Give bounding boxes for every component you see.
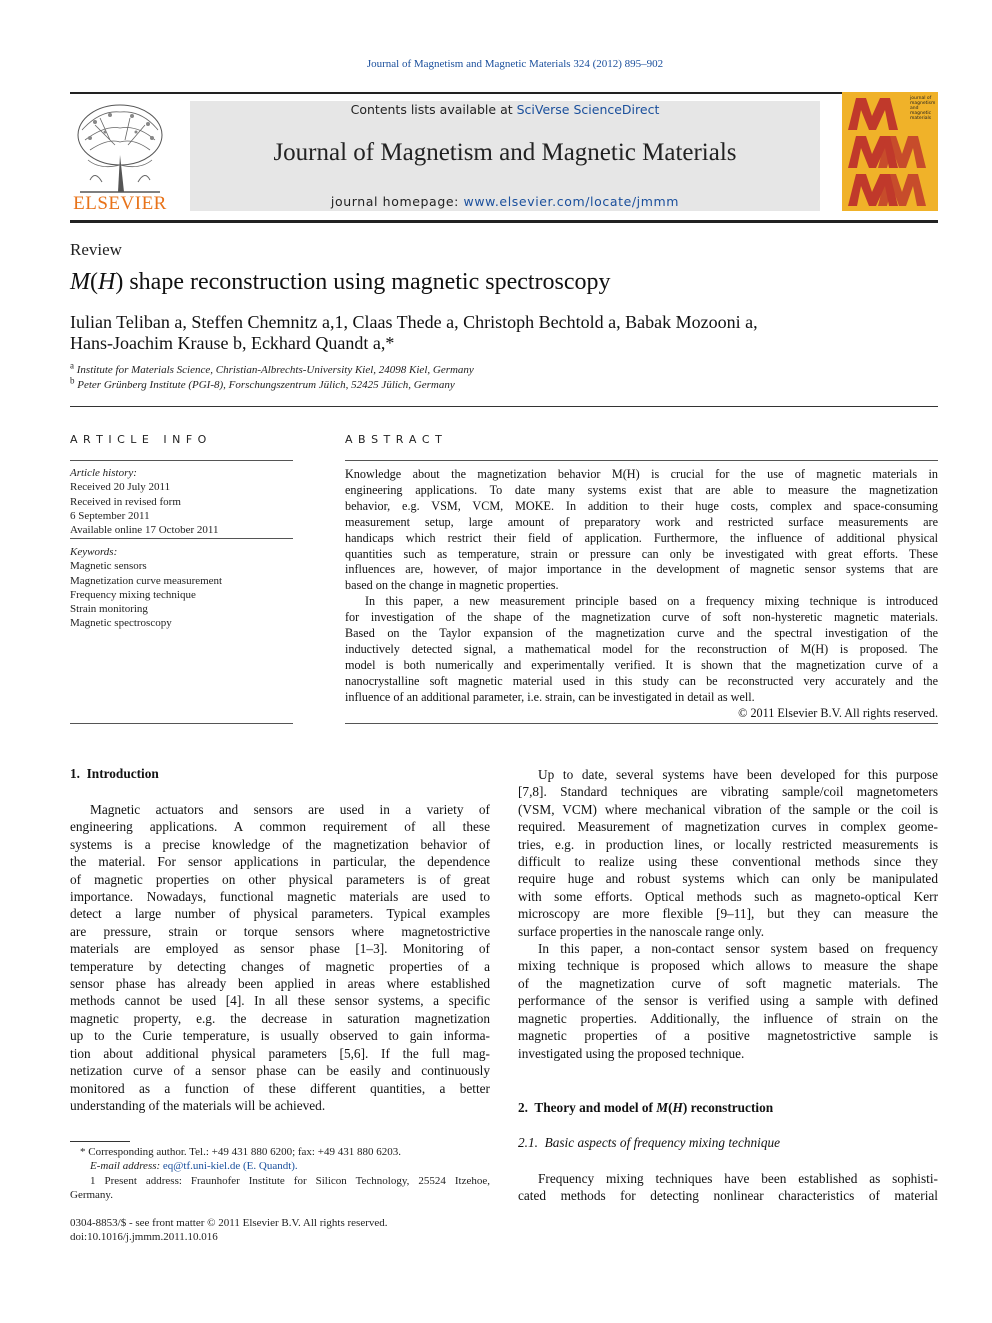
body-line: tion about additional physical parameters [5,6]. If the full mag- — [70, 1045, 490, 1061]
keyword-item: Magnetic spectroscopy — [70, 617, 172, 630]
article-type: Review — [70, 240, 122, 259]
email-label: E-mail address: — [90, 1160, 161, 1173]
elsevier-tree-icon — [70, 100, 170, 195]
issn-line: 0304-8853/$ - see front matter © 2011 Elsevier B.V. All rights reserved. — [70, 1217, 388, 1229]
article-info-rule-bottom — [70, 723, 293, 724]
contents-prefix: Contents lists available at — [350, 102, 517, 117]
doi-line[interactable]: doi:10.1016/j.jmmm.2011.10.016 — [70, 1231, 218, 1244]
section-2-heading-h: H — [672, 1100, 683, 1115]
authors-line-2[interactable]: Hans-Joachim Krause b, Eckhard Quandt a,* — [70, 333, 395, 353]
body-line: of the magnetization curve of soft magnetic materials. The — [518, 975, 938, 991]
section-2-heading-post: reconstruction — [687, 1100, 774, 1115]
homepage-prefix: journal homepage: — [330, 194, 464, 209]
subsection-2-1-heading: 2.1. Basic aspects of frequency mixing technique — [518, 1135, 781, 1150]
journal-header-box — [190, 101, 820, 211]
sciencedirect-link[interactable]: SciVerse ScienceDirect — [516, 102, 660, 117]
body-line: understanding of the materials will be achieved. — [70, 1097, 326, 1113]
body-line: surface properties in the nanoscale range only. — [518, 923, 765, 939]
abstract-line: behavior, e.g. VSM, VCM, MOKE. In addition to their huge costs, complex and space-consuming — [345, 498, 938, 513]
keyword-item: Magnetization curve measurement — [70, 574, 223, 587]
body-line: importance. Nowadays, functional magnetic materials are used to — [70, 889, 490, 905]
affiliation-a-text: Institute for Materials Science, Christian-Albrechts-University Kiel, 24098 Kiel, Germany — [76, 364, 474, 376]
body-line: Up to date, several systems have been developed for this purpose — [538, 767, 938, 782]
cover-text: journal of magnetism and magnetic materials — [910, 96, 936, 121]
keyword-item: Strain monitoring — [70, 603, 148, 616]
abstract-line: for investigation of the shape of the magnetization curve of soft non-hysteretic magnetic materials. — [345, 610, 938, 625]
header-top-rule — [70, 92, 938, 94]
journal-cover[interactable] — [842, 92, 938, 211]
body-line: with some efforts. Optical methods such as magneto-optical Kerr — [518, 888, 938, 904]
section-2-heading-m: M — [656, 1100, 669, 1115]
body-line: engineering applications. A common requirement of all these — [70, 819, 490, 835]
abstract-line: influences are, however, of major importance in the development of magnetic sensor systems that are — [345, 562, 938, 577]
journal-title: Journal of Magnetism and Magnetic Materials — [273, 139, 737, 166]
abstract-line: handicaps which restrict their field of application. Furthermore, the influence of additional physical — [345, 530, 938, 545]
header-bottom-rule — [70, 220, 938, 223]
body-line: (VSM, VCM) where mechanical vibration of the sample or the coil is — [518, 801, 938, 817]
section-2-heading-pre: 2. Theory and model of — [518, 1100, 657, 1115]
history-item: 6 September 2011 — [70, 509, 150, 522]
journal-reference[interactable]: Journal of Magnetism and Magnetic Materials 324 (2012) 895–902 — [366, 58, 664, 70]
keywords-label: Keywords: — [70, 546, 118, 558]
title-h: H — [98, 269, 116, 295]
history-item: Received 20 July 2011 — [70, 481, 171, 494]
keyword-item: Magnetic sensors — [70, 560, 147, 573]
footnote-present-address: 1 Present address: Fraunhofer Institute for Silicon Technology, 25524 Itzehoe, — [90, 1174, 490, 1187]
footnote-present-address-cont: Germany. — [70, 1188, 113, 1201]
body-line: Frequency mixing techniques have been established as sophisti- — [538, 1171, 938, 1186]
body-line: magnetic properties. Additionally, the influence of strain on the — [518, 1010, 938, 1026]
authors-line-1[interactable]: Iulian Teliban a, Steffen Chemnitz a,1, Claas Thede a, Christoph Bechtold a, Babak Mozooni a, — [70, 312, 758, 332]
body-line: materials are employed as sensor phase [1–3]. Monitoring of — [70, 941, 490, 957]
homepage-line — [190, 194, 820, 209]
abstract-line: influence of an additional parameter, i.e. strain, can be investigated in detail as well. — [345, 689, 755, 704]
keywords — [70, 545, 293, 631]
title-m: M — [70, 269, 90, 295]
body-line: of magnetic properties on other physical parameters is of great — [70, 871, 490, 887]
body-line: magnetic properties of a positive magnetostrictive sample is — [518, 1028, 938, 1044]
footnote-rule — [70, 1141, 130, 1142]
homepage-link[interactable]: www.elsevier.com/locate/jmmm — [463, 194, 680, 209]
affiliations-rule — [70, 406, 938, 407]
contents-line — [190, 102, 820, 117]
body-line: systems is a precise knowledge of the magnetization behavior of — [70, 836, 490, 852]
body-line: performance of the sensor is verified using a sample with defined — [518, 993, 938, 1009]
body-line: up to the Curie temperature, is usually observed to gain informa- — [70, 1028, 490, 1044]
intro-paragraph — [70, 801, 490, 1114]
section-1-heading: 1. Introduction — [70, 766, 159, 781]
section-2-heading: 2. Theory and model of M(H) reconstruction — [518, 1100, 774, 1115]
title-rest: shape reconstruction using magnetic spectroscopy — [123, 269, 611, 295]
abstract-line: based on the change in magnetic properties. — [345, 578, 559, 593]
history-label: Article history: — [70, 467, 137, 479]
abstract-line: quantities such as temperature, strain or pressure can only be investigated with great efforts. These — [345, 546, 938, 561]
body-line: detect a large number of physical parameters. Typical examples — [70, 906, 490, 922]
article-info-rule-top — [70, 460, 293, 461]
body-line: difficult to realize using these conventional methods since they — [518, 854, 938, 870]
history-item: Received in revised form — [70, 495, 181, 508]
page-footer — [70, 1216, 388, 1245]
affiliation-b: $^b$ Peter Grünberg Institute (PGI-8), Forschungszentrum Jülich, 52425 Jülich, Germany — [70, 375, 455, 391]
body-line: investigated using the proposed technique. — [518, 1045, 745, 1061]
body-line: Magnetic actuators and sensors are used in a variety of — [90, 802, 490, 817]
body-line: methods cannot be used [4]. In all these sensor systems, a specific — [70, 993, 490, 1009]
history-item: Available online 17 October 2011 — [70, 524, 219, 537]
elsevier-logo[interactable] — [70, 100, 170, 212]
body-line: sensor phase has already been applied in areas where established — [70, 976, 490, 992]
footnote-corresponding: * Corresponding author. Tel.: +49 431 880 6200; fax: +49 431 880 6203. — [80, 1146, 401, 1158]
body-line: monitored as a function of these different quantities, a better — [70, 1080, 490, 1096]
publisher-name: ELSEVIER — [73, 193, 167, 214]
abstract-line: measurement setup, large amount of preparatory work and restricted surface measurements are — [345, 514, 938, 529]
article-title: M(H) shape reconstruction using magnetic spectroscopy — [70, 269, 611, 295]
article-history — [70, 466, 293, 537]
body-line: required. Measurement of magnetization curves in complex geome- — [518, 819, 938, 835]
body-line: microscopy are more flexible [9–11], but they can measure the — [518, 906, 938, 922]
abstract-line: Knowledge about the magnetization behavior M(H) is crucial for the use of magnetic materials in — [345, 467, 938, 481]
abstract-rule-top — [345, 460, 938, 461]
body-line: mixing technique is proposed which allows to measure the shape — [518, 958, 938, 974]
affiliation-a: $^a$ Institute for Materials Science, Christian-Albrechts-University Kiel, 24098 Kiel, Germany — [70, 360, 474, 376]
abstract-body — [345, 467, 938, 722]
body-line: magnetic property, e.g. the decrease in saturation magnetization — [70, 1010, 490, 1026]
footnotes — [70, 1145, 490, 1202]
article-info-rule-mid — [70, 538, 293, 539]
body-line: netization curve of a sensor phase can be easily and continuously — [70, 1063, 490, 1079]
abstract-line: inductively detected signal, a mathematical model for the reconstruction of M(H) is proposed. The — [345, 641, 938, 656]
article-info-heading: A R T I C L E I N F O — [70, 433, 208, 446]
footnote-email — [70, 1159, 490, 1173]
body-line: cated methods for detecting nonlinear characteristics of material — [518, 1188, 938, 1204]
abstract-line: nanocrystalline soft magnetic material used in this study can be reconstructed very accurately and the — [345, 673, 938, 688]
body-line: temperature by detecting changes of magnetic properties of a — [70, 958, 490, 974]
abstract-line: In this paper, a new measurement principle based on a frequency mixing technique is introduced — [365, 594, 938, 609]
body-line: the material. For sensor applications in particular, the dependence — [70, 854, 490, 870]
abstract-line: model is both numerically and experimentally verified. It is shown that the magnetization curve of a — [345, 657, 938, 672]
body-line: tries, e.g. in production lines, or locally restricted measurements is — [518, 836, 938, 852]
abstract-copyright: © 2011 Elsevier B.V. All rights reserved. — [738, 705, 938, 720]
email-link[interactable]: eq@tf.uni-kiel.de (E. Quandt). — [160, 1160, 298, 1173]
body-line: are pressure, strain or torque sensors where magnetostrictive — [70, 923, 490, 939]
right-paragraph-3 — [518, 1170, 938, 1205]
abstract-line: engineering applications. To date many systems exist that are able to measure the magnetization — [345, 482, 938, 497]
body-line: require huge and robust systems which can only be manipulated — [518, 871, 938, 887]
keyword-item: Frequency mixing technique — [70, 588, 196, 601]
affiliation-b-text: Peter Grünberg Institute (PGI-8), Forschungszentrum Jülich, 52425 Jülich, Germany — [77, 379, 455, 391]
body-line: [7,8]. Standard techniques are vibrating sample/coil magnetometers — [518, 784, 938, 800]
abstract-heading: A B S T R A C T — [345, 433, 443, 446]
body-line: In this paper, a non-contact sensor system based on frequency — [538, 941, 938, 957]
abstract-line: Based on the Taylor expansion of the magnetization curve and the spectral investigation of the — [345, 626, 938, 641]
abstract-rule-bottom — [345, 723, 938, 724]
right-paragraph-1 — [518, 766, 938, 1062]
